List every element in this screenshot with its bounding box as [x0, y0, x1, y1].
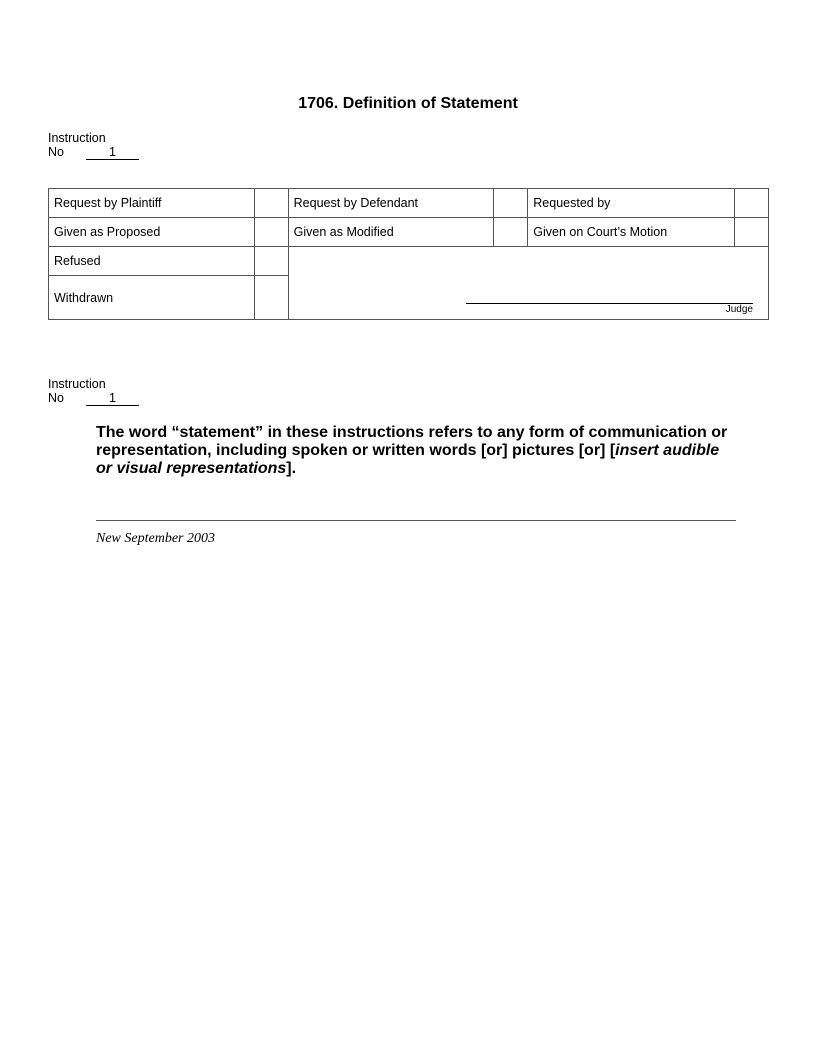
given-as-proposed-checkbox[interactable]: [254, 218, 288, 247]
given-as-modified-label: Given as Modified: [288, 218, 494, 247]
withdrawn-label: Withdrawn: [49, 276, 255, 320]
requested-by-checkbox[interactable]: [734, 189, 768, 218]
withdrawn-checkbox[interactable]: [254, 276, 288, 320]
request-by-defendant-label: Request by Defendant: [288, 189, 494, 218]
instruction-block-top: [48, 131, 116, 159]
instruction-no-label: No: [48, 391, 64, 405]
instruction-text-italic: insert audible or visual representations: [96, 442, 720, 477]
instruction-label: Instruction: [48, 377, 106, 391]
given-as-proposed-label: Given as Proposed: [49, 218, 255, 247]
request-by-defendant-checkbox[interactable]: [494, 189, 528, 218]
refused-checkbox[interactable]: [254, 247, 288, 276]
revision-note: New September 2003: [96, 531, 215, 546]
instruction-number-value: 1: [109, 391, 116, 405]
judge-label: Judge: [725, 304, 753, 315]
requested-by-label: Requested by: [528, 189, 735, 218]
refused-label: Refused: [49, 247, 255, 276]
request-by-plaintiff-checkbox[interactable]: [254, 189, 288, 218]
instruction-number-row: [48, 391, 116, 405]
instruction-number-row: [48, 145, 116, 159]
page-title: 1706. Definition of Statement: [298, 95, 518, 112]
instruction-block-bottom: [48, 377, 116, 405]
instruction-text: [96, 424, 736, 478]
instruction-no-label: No: [48, 145, 64, 159]
judge-signature-cell: [288, 247, 768, 320]
judge-signature-line[interactable]: [466, 303, 753, 304]
instruction-label: Instruction: [48, 131, 106, 145]
instruction-text-part1: The word “statement” in these instructions refers to any form of communication or representation, including spoken or written words [or] pictures [or] [: [96, 424, 728, 459]
given-on-courts-motion-label: Given on Court’s Motion: [528, 218, 735, 247]
given-as-modified-checkbox[interactable]: [494, 218, 528, 247]
request-by-plaintiff-label: Request by Plaintiff: [49, 189, 255, 218]
instruction-number-value: 1: [109, 145, 116, 159]
given-on-courts-motion-checkbox[interactable]: [734, 218, 768, 247]
instruction-text-part2: ].: [286, 460, 297, 477]
request-table: [48, 188, 769, 320]
divider: [96, 520, 736, 521]
